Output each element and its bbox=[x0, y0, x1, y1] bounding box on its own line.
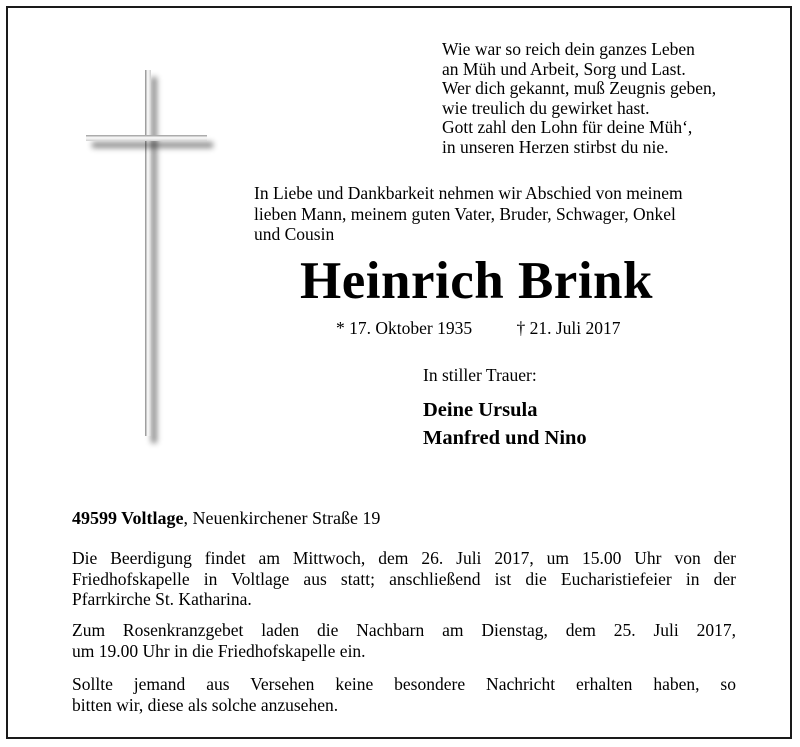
rosary-info bbox=[72, 620, 736, 661]
poem-line: wie treulich du gewirket hast. bbox=[442, 97, 650, 118]
poem-line: an Müh und Arbeit, Sorg und Last. bbox=[442, 58, 686, 79]
mourner-name: Manfred und Nino bbox=[423, 427, 587, 449]
intro-line: In Liebe und Dankbarkeit nehmen wir Abschied von meinem bbox=[254, 183, 683, 203]
mourning-label: In stiller Trauer: bbox=[423, 365, 537, 385]
poem-line: Gott zahl den Lohn für deine Müh‘, bbox=[442, 117, 693, 138]
cross-horizontal-beam bbox=[86, 135, 207, 141]
poem-line: Wer dich gekannt, muß Zeugnis geben, bbox=[442, 78, 717, 99]
notification-note-line: bitten wir, diese als solche anzusehen. bbox=[72, 694, 339, 715]
deceased-name: Heinrich Brink bbox=[300, 252, 654, 310]
rosary-info-line: um 19.00 Uhr in die Friedhofskapelle ein. bbox=[72, 640, 366, 661]
address-street: , Neuenkirchener Straße 19 bbox=[183, 508, 381, 528]
notification-note-line: Sollte jemand aus Versehen keine besondere Nachricht erhalten haben, so bbox=[72, 674, 736, 694]
intro-line: und Cousin bbox=[254, 224, 335, 244]
rosary-info-line: Zum Rosenkranzgebet laden die Nachbarn am Dienstag, dem 25. Juli 2017, bbox=[72, 620, 736, 640]
memorial-poem bbox=[442, 40, 716, 158]
mourners-list bbox=[423, 396, 587, 452]
funeral-info bbox=[72, 548, 736, 610]
notification-note bbox=[72, 674, 736, 715]
farewell-intro bbox=[254, 183, 683, 245]
funeral-info-line: Die Beerdigung findet am Mittwoch, dem 26. Juli 2017, um 15.00 Uhr von der bbox=[72, 548, 736, 568]
funeral-info-line: Pfarrkirche St. Katharina. bbox=[72, 589, 252, 609]
address-city: 49599 Voltlage bbox=[72, 508, 184, 528]
intro-line: lieben Mann, meinem guten Vater, Bruder, Schwager, Onkel bbox=[254, 203, 676, 224]
birth-date: * 17. Oktober 1935 bbox=[336, 318, 473, 338]
funeral-info-line: Friedhofskapelle in Voltlage aus statt; anschließend ist die Eucharistiefeier in der bbox=[72, 568, 736, 589]
cross-icon bbox=[86, 70, 216, 445]
poem-line: Wie war so reich dein ganzes Leben bbox=[442, 39, 695, 59]
cross-vertical-beam bbox=[145, 70, 151, 436]
poem-line: in unseren Herzen stirbst du nie. bbox=[442, 136, 669, 157]
mourner-name: Deine Ursula bbox=[423, 399, 538, 421]
family-address bbox=[72, 508, 380, 529]
life-dates bbox=[336, 318, 621, 339]
death-date: † 21. Juli 2017 bbox=[516, 318, 621, 338]
